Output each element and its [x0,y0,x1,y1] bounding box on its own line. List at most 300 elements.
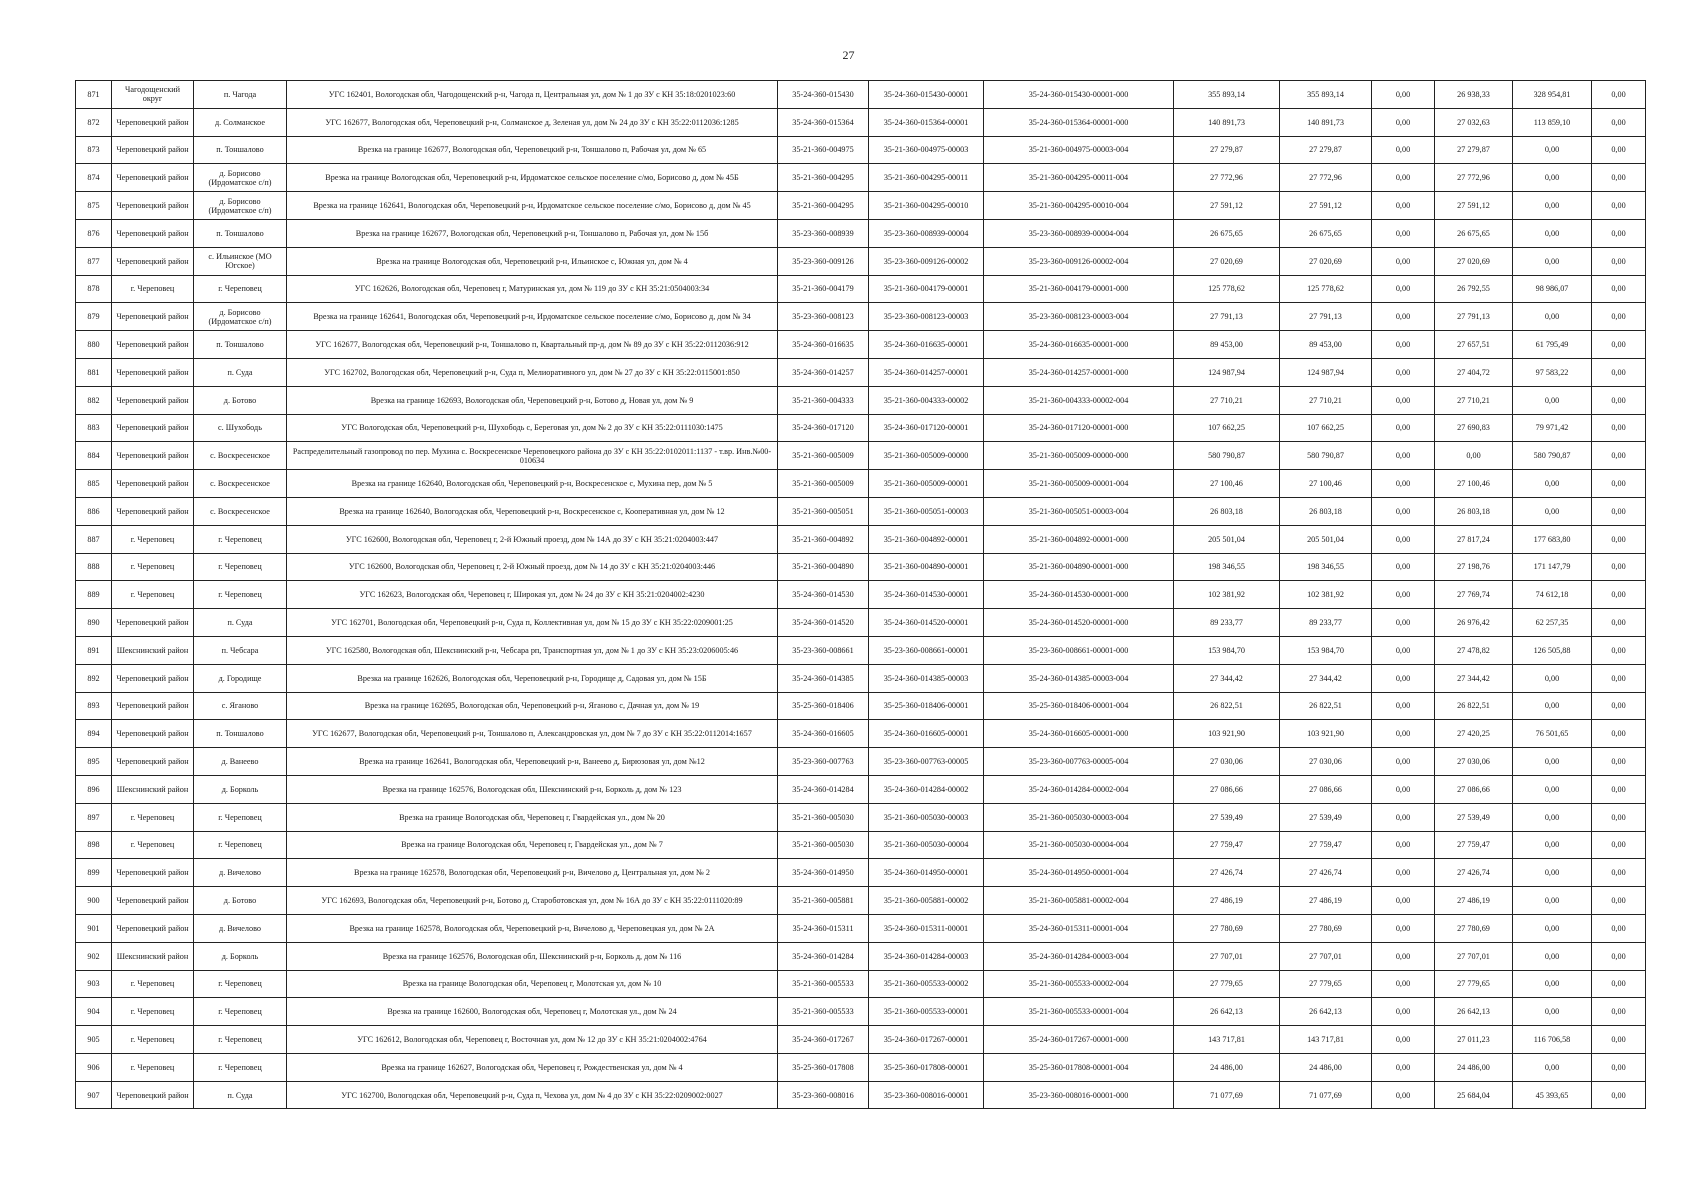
cell-object-description: УГС 162600, Вологодская обл, Череповец г, 2-й Южный проезд, дом № 14 до ЗУ с КН 35:21:0204003:446 [287,553,778,581]
cell-object-description: УГС 162702, Вологодская обл, Череповецкий р-н, Суда п, Мелиоративного ул, дом № 27 до ЗУ с КН 35:22:0115001:850 [287,358,778,386]
cell-municipality: г. Череповец [112,803,194,831]
cell-account-code: 35-24-360-014385 [778,664,869,692]
table-row [76,692,1646,720]
table-row [76,358,1646,386]
cell-value-extra: 0,00 [1592,108,1646,136]
cell-settlement: п. Чебсара [194,636,287,664]
cell-value-extra: 0,00 [1592,914,1646,942]
cell-row-number: 882 [76,386,112,414]
cell-value-rest: 74 612,18 [1513,581,1592,609]
cell-object-description: УГС 162612, Вологодская обл, Череповец г, Восточная ул, дом № 12 до ЗУ с КН 35:21:0204002:4764 [287,1026,778,1054]
cell-value-total: 89 233,77 [1174,609,1280,637]
cell-settlement: п. Суда [194,1081,287,1109]
cell-account-code: 35-23-360-007763 [778,748,869,776]
cell-account-code: 35-21-360-005009 [778,442,869,470]
cell-municipality: г. Череповец [112,581,194,609]
table-row [76,831,1646,859]
cell-value-zero: 0,00 [1372,331,1435,359]
cell-object-description: Врезка на границе 162695, Вологодская обл, Череповецкий р-н, Яганово с, Дачная ул, дом № 19 [287,692,778,720]
cell-value-part: 26 803,18 [1435,497,1513,525]
cell-value-zero: 0,00 [1372,887,1435,915]
cell-asset-code: 35-21-360-004295-00010-004 [984,192,1174,220]
cell-value-rest: 0,00 [1513,386,1592,414]
cell-settlement: с. Воскресенское [194,470,287,498]
cell-object-code: 35-21-360-004295-00010 [869,192,984,220]
cell-settlement: г. Череповец [194,581,287,609]
cell-value-amount: 27 086,66 [1280,775,1372,803]
cell-row-number: 896 [76,775,112,803]
cell-value-part: 26 792,55 [1435,275,1513,303]
cell-value-total: 27 591,12 [1174,192,1280,220]
cell-row-number: 876 [76,219,112,247]
cell-row-number: 898 [76,831,112,859]
table-row [76,525,1646,553]
cell-value-zero: 0,00 [1372,1081,1435,1109]
cell-value-extra: 0,00 [1592,887,1646,915]
cell-value-zero: 0,00 [1372,609,1435,637]
cell-municipality: Череповецкий район [112,692,194,720]
cell-asset-code: 35-23-360-008016-00001-000 [984,1081,1174,1109]
cell-object-description: Врезка на границе 162677, Вологодская обл, Череповецкий р-н, Тоншалово п, Рабочая ул, дом № 15б [287,219,778,247]
cell-row-number: 887 [76,525,112,553]
cell-object-code: 35-21-360-005030-00004 [869,831,984,859]
cell-value-extra: 0,00 [1592,775,1646,803]
cell-account-code: 35-21-360-005030 [778,831,869,859]
cell-settlement: г. Череповец [194,1053,287,1081]
cell-value-total: 27 759,47 [1174,831,1280,859]
cell-value-total: 27 020,69 [1174,247,1280,275]
cell-value-total: 27 279,87 [1174,136,1280,164]
cell-municipality: Чагодощенский округ [112,81,194,109]
cell-account-code: 35-24-360-016635 [778,331,869,359]
cell-value-amount: 24 486,00 [1280,1053,1372,1081]
cell-value-rest: 0,00 [1513,942,1592,970]
cell-value-rest: 0,00 [1513,497,1592,525]
cell-value-extra: 0,00 [1592,136,1646,164]
cell-value-extra: 0,00 [1592,859,1646,887]
cell-value-zero: 0,00 [1372,470,1435,498]
cell-value-amount: 71 077,69 [1280,1081,1372,1109]
cell-object-code: 35-23-360-008123-00003 [869,303,984,331]
cell-account-code: 35-24-360-015430 [778,81,869,109]
cell-asset-code: 35-24-360-015311-00001-004 [984,914,1174,942]
cell-value-zero: 0,00 [1372,164,1435,192]
cell-row-number: 888 [76,553,112,581]
cell-object-description: УГС 162626, Вологодская обл, Череповец г, Матуринская ул, дом № 119 до ЗУ с КН 35:21:0504003:34 [287,275,778,303]
cell-value-rest: 177 683,80 [1513,525,1592,553]
cell-settlement: д. Ботово [194,887,287,915]
cell-municipality: Череповецкий район [112,470,194,498]
cell-asset-code: 35-21-360-004179-00001-000 [984,275,1174,303]
cell-value-extra: 0,00 [1592,664,1646,692]
cell-value-part: 27 478,82 [1435,636,1513,664]
cell-value-amount: 27 279,87 [1280,136,1372,164]
cell-municipality: Череповецкий район [112,108,194,136]
cell-asset-code: 35-21-360-005533-00002-004 [984,970,1174,998]
table-row [76,887,1646,915]
cell-value-part: 27 011,23 [1435,1026,1513,1054]
cell-row-number: 871 [76,81,112,109]
cell-row-number: 905 [76,1026,112,1054]
cell-municipality: Череповецкий район [112,664,194,692]
cell-row-number: 902 [76,942,112,970]
cell-object-code: 35-24-360-015430-00001 [869,81,984,109]
cell-value-amount: 27 344,42 [1280,664,1372,692]
cell-settlement: д. Солманское [194,108,287,136]
cell-settlement: д. Борисово (Ирдоматское с/п) [194,192,287,220]
cell-value-zero: 0,00 [1372,775,1435,803]
cell-value-extra: 0,00 [1592,192,1646,220]
cell-value-rest: 0,00 [1513,219,1592,247]
cell-value-amount: 355 893,14 [1280,81,1372,109]
cell-value-extra: 0,00 [1592,81,1646,109]
cell-object-code: 35-24-360-017120-00001 [869,414,984,442]
table-row [76,470,1646,498]
cell-value-amount: 102 381,92 [1280,581,1372,609]
cell-account-code: 35-24-360-014284 [778,775,869,803]
cell-value-extra: 0,00 [1592,692,1646,720]
cell-row-number: 889 [76,581,112,609]
cell-value-zero: 0,00 [1372,859,1435,887]
cell-value-amount: 27 486,19 [1280,887,1372,915]
cell-value-total: 26 822,51 [1174,692,1280,720]
cell-value-rest: 0,00 [1513,247,1592,275]
cell-account-code: 35-23-360-008939 [778,219,869,247]
cell-object-description: Врезка на границе 162576, Вологодская обл, Шекснинский р-н, Борколь д, дом № 116 [287,942,778,970]
cell-municipality: г. Череповец [112,275,194,303]
cell-value-amount: 26 822,51 [1280,692,1372,720]
cell-value-extra: 0,00 [1592,525,1646,553]
table-row [76,553,1646,581]
cell-value-part: 27 791,13 [1435,303,1513,331]
cell-value-rest: 61 795,49 [1513,331,1592,359]
cell-value-amount: 153 984,70 [1280,636,1372,664]
cell-asset-code: 35-21-360-004892-00001-000 [984,525,1174,553]
cell-value-extra: 0,00 [1592,609,1646,637]
cell-value-part: 25 684,04 [1435,1081,1513,1109]
cell-object-code: 35-24-360-014257-00001 [869,358,984,386]
cell-municipality: Череповецкий район [112,386,194,414]
cell-value-extra: 0,00 [1592,720,1646,748]
cell-value-total: 143 717,81 [1174,1026,1280,1054]
table-row [76,497,1646,525]
cell-settlement: д. Борколь [194,942,287,970]
cell-value-rest: 0,00 [1513,914,1592,942]
cell-object-code: 35-23-360-008016-00001 [869,1081,984,1109]
cell-asset-code: 35-24-360-015430-00001-000 [984,81,1174,109]
cell-value-zero: 0,00 [1372,803,1435,831]
cell-value-rest: 0,00 [1513,192,1592,220]
cell-value-rest: 98 986,07 [1513,275,1592,303]
cell-settlement: п. Суда [194,358,287,386]
cell-value-amount: 27 707,01 [1280,942,1372,970]
cell-object-code: 35-24-360-015364-00001 [869,108,984,136]
cell-value-amount: 27 772,96 [1280,164,1372,192]
cell-row-number: 899 [76,859,112,887]
cell-object-description: УГС 162677, Вологодская обл, Череповецкий р-н, Тоншалово п, Александровская ул, дом № 7 до ЗУ с КН 35:22:0112014:1657 [287,720,778,748]
cell-row-number: 886 [76,497,112,525]
cell-value-total: 198 346,55 [1174,553,1280,581]
cell-value-amount: 27 020,69 [1280,247,1372,275]
registry-table [75,80,1646,1109]
cell-value-rest: 0,00 [1513,831,1592,859]
cell-value-rest: 0,00 [1513,859,1592,887]
cell-municipality: г. Череповец [112,1026,194,1054]
cell-value-zero: 0,00 [1372,581,1435,609]
cell-value-rest: 76 501,65 [1513,720,1592,748]
cell-value-total: 125 778,62 [1174,275,1280,303]
cell-object-code: 35-21-360-004179-00001 [869,275,984,303]
cell-account-code: 35-21-360-005533 [778,970,869,998]
cell-account-code: 35-21-360-005533 [778,998,869,1026]
cell-object-description: УГС 162623, Вологодская обл, Череповец г, Широкая ул, дом № 24 до ЗУ с КН 35:21:0204002:4230 [287,581,778,609]
cell-object-description: Врезка на границе 162641, Вологодская обл, Череповецкий р-н, Ирдоматское сельское поселение с/мо, Борисово д, дом № 45 [287,192,778,220]
cell-value-rest: 0,00 [1513,803,1592,831]
cell-asset-code: 35-24-360-014257-00001-000 [984,358,1174,386]
table-row [76,970,1646,998]
cell-object-description: Врезка на границе 162641, Вологодская обл, Череповецкий р-н, Ирдоматское сельское поселение с/мо, Борисово д, дом № 34 [287,303,778,331]
cell-value-extra: 0,00 [1592,219,1646,247]
cell-row-number: 892 [76,664,112,692]
cell-value-amount: 89 233,77 [1280,609,1372,637]
table-row [76,275,1646,303]
cell-object-code: 35-21-360-005533-00001 [869,998,984,1026]
cell-asset-code: 35-23-360-007763-00005-004 [984,748,1174,776]
cell-account-code: 35-24-360-014257 [778,358,869,386]
cell-value-amount: 143 717,81 [1280,1026,1372,1054]
cell-value-zero: 0,00 [1372,81,1435,109]
cell-object-description: Врезка на границе Вологодская обл, Череповец г, Гвардейская ул., дом № 7 [287,831,778,859]
cell-object-description: УГС 162677, Вологодская обл, Череповецкий р-н, Тоншалово п, Квартальный пр-д, дом № 89 до ЗУ с КН 35:22:0112036:912 [287,331,778,359]
table-row [76,942,1646,970]
cell-object-code: 35-23-360-008939-00004 [869,219,984,247]
cell-value-extra: 0,00 [1592,748,1646,776]
cell-value-extra: 0,00 [1592,331,1646,359]
cell-municipality: Череповецкий район [112,748,194,776]
cell-value-zero: 0,00 [1372,998,1435,1026]
cell-value-zero: 0,00 [1372,636,1435,664]
cell-municipality: г. Череповец [112,970,194,998]
cell-settlement: г. Череповец [194,553,287,581]
cell-value-rest: 0,00 [1513,470,1592,498]
cell-value-extra: 0,00 [1592,1081,1646,1109]
cell-value-zero: 0,00 [1372,553,1435,581]
table-row [76,609,1646,637]
cell-account-code: 35-21-360-005051 [778,497,869,525]
cell-value-zero: 0,00 [1372,664,1435,692]
cell-settlement: г. Череповец [194,1026,287,1054]
cell-value-extra: 0,00 [1592,1026,1646,1054]
cell-value-part: 27 779,65 [1435,970,1513,998]
cell-account-code: 35-21-360-004179 [778,275,869,303]
cell-object-description: УГС 162401, Вологодская обл, Чагодощенский р-н, Чагода п, Центральная ул, дом № 1 до ЗУ с КН 35:18:0201023:60 [287,81,778,109]
cell-value-amount: 26 675,65 [1280,219,1372,247]
cell-value-part: 26 822,51 [1435,692,1513,720]
cell-value-amount: 125 778,62 [1280,275,1372,303]
cell-account-code: 35-25-360-017808 [778,1053,869,1081]
cell-value-extra: 0,00 [1592,414,1646,442]
cell-account-code: 35-21-360-005881 [778,887,869,915]
cell-value-part: 27 032,63 [1435,108,1513,136]
cell-row-number: 884 [76,442,112,470]
cell-asset-code: 35-25-360-018406-00001-004 [984,692,1174,720]
cell-value-rest: 171 147,79 [1513,553,1592,581]
cell-row-number: 885 [76,470,112,498]
cell-object-description: УГС Вологодская обл, Череповецкий р-н, Шухободь с, Береговая ул, дом № 2 до ЗУ с КН 35:22:0111030:1475 [287,414,778,442]
cell-value-amount: 140 891,73 [1280,108,1372,136]
cell-value-part: 27 279,87 [1435,136,1513,164]
cell-value-zero: 0,00 [1372,275,1435,303]
cell-object-description: УГС 162701, Вологодская обл, Череповецкий р-н, Суда п, Коллективная ул, дом № 15 до ЗУ с КН 35:22:0209001:25 [287,609,778,637]
cell-account-code: 35-24-360-017120 [778,414,869,442]
cell-asset-code: 35-24-360-017267-00001-000 [984,1026,1174,1054]
cell-value-part: 27 539,49 [1435,803,1513,831]
cell-row-number: 877 [76,247,112,275]
cell-value-zero: 0,00 [1372,1026,1435,1054]
cell-asset-code: 35-24-360-016635-00001-000 [984,331,1174,359]
cell-asset-code: 35-24-360-014385-00003-004 [984,664,1174,692]
cell-object-description: Врезка на границе 162641, Вологодская обл, Череповецкий р-н, Ванеево д, Бирюзовая ул, дом №12 [287,748,778,776]
cell-object-description: Врезка на границе Вологодская обл, Череповец г, Молотская ул, дом № 10 [287,970,778,998]
cell-account-code: 35-24-360-014530 [778,581,869,609]
cell-settlement: д. Вичелово [194,914,287,942]
cell-settlement: п. Тоншалово [194,219,287,247]
cell-value-rest: 0,00 [1513,136,1592,164]
cell-value-rest: 126 505,88 [1513,636,1592,664]
cell-object-description: Врезка на границе Вологодская обл, Череповецкий р-н, Ирдоматское сельское поселение с/мо, Борисово д, дом № 45Б [287,164,778,192]
cell-account-code: 35-21-360-004890 [778,553,869,581]
cell-value-extra: 0,00 [1592,998,1646,1026]
cell-value-rest: 45 393,65 [1513,1081,1592,1109]
cell-account-code: 35-24-360-016605 [778,720,869,748]
cell-value-zero: 0,00 [1372,414,1435,442]
cell-municipality: г. Череповец [112,831,194,859]
cell-value-part: 0,00 [1435,442,1513,470]
cell-value-zero: 0,00 [1372,692,1435,720]
cell-settlement: г. Череповец [194,831,287,859]
cell-value-part: 27 817,24 [1435,525,1513,553]
cell-value-total: 27 791,13 [1174,303,1280,331]
cell-municipality: Череповецкий район [112,859,194,887]
table-row [76,219,1646,247]
cell-value-amount: 26 642,13 [1280,998,1372,1026]
cell-value-total: 27 086,66 [1174,775,1280,803]
cell-municipality: Череповецкий район [112,247,194,275]
cell-value-rest: 0,00 [1513,998,1592,1026]
cell-value-amount: 107 662,25 [1280,414,1372,442]
cell-account-code: 35-21-360-005009 [778,470,869,498]
cell-municipality: г. Череповец [112,525,194,553]
cell-account-code: 35-21-360-004892 [778,525,869,553]
cell-value-extra: 0,00 [1592,1053,1646,1081]
cell-value-rest: 116 706,58 [1513,1026,1592,1054]
cell-value-part: 27 030,06 [1435,748,1513,776]
table-row [76,748,1646,776]
cell-value-amount: 27 779,65 [1280,970,1372,998]
cell-value-zero: 0,00 [1372,970,1435,998]
cell-value-part: 27 591,12 [1435,192,1513,220]
cell-asset-code: 35-23-360-008123-00003-004 [984,303,1174,331]
cell-account-code: 35-21-360-004975 [778,136,869,164]
cell-value-extra: 0,00 [1592,275,1646,303]
cell-account-code: 35-24-360-015311 [778,914,869,942]
cell-settlement: п. Тоншалово [194,136,287,164]
cell-row-number: 874 [76,164,112,192]
cell-object-description: Врезка на границе 162640, Вологодская обл, Череповецкий р-н, Воскресенское с, Мухина пер, дом № 5 [287,470,778,498]
cell-settlement: г. Череповец [194,803,287,831]
cell-value-part: 27 100,46 [1435,470,1513,498]
cell-municipality: Череповецкий район [112,442,194,470]
cell-value-part: 27 344,42 [1435,664,1513,692]
cell-object-code: 35-21-360-004892-00001 [869,525,984,553]
cell-value-zero: 0,00 [1372,219,1435,247]
cell-value-total: 27 772,96 [1174,164,1280,192]
cell-value-part: 27 690,83 [1435,414,1513,442]
cell-asset-code: 35-24-360-015364-00001-000 [984,108,1174,136]
cell-value-zero: 0,00 [1372,358,1435,386]
cell-value-rest: 113 859,10 [1513,108,1592,136]
cell-account-code: 35-23-360-008016 [778,1081,869,1109]
cell-value-total: 27 344,42 [1174,664,1280,692]
cell-account-code: 35-24-360-014520 [778,609,869,637]
cell-asset-code: 35-24-360-014284-00002-004 [984,775,1174,803]
cell-value-part: 26 642,13 [1435,998,1513,1026]
cell-value-zero: 0,00 [1372,442,1435,470]
cell-object-description: УГС 162677, Вологодская обл, Череповецкий р-н, Солманское д, Зеленая ул, дом № 24 до ЗУ с КН 35:22:0112036:1285 [287,108,778,136]
cell-account-code: 35-25-360-018406 [778,692,869,720]
cell-object-code: 35-21-360-004333-00002 [869,386,984,414]
cell-value-total: 102 381,92 [1174,581,1280,609]
table-row [76,803,1646,831]
cell-row-number: 893 [76,692,112,720]
cell-object-code: 35-24-360-014284-00003 [869,942,984,970]
table-row [76,1081,1646,1109]
cell-asset-code: 35-23-360-008939-00004-004 [984,219,1174,247]
cell-object-description: Врезка на границе 162626, Вологодская обл, Череповецкий р-н, Городище д, Садовая ул, дом № 15Б [287,664,778,692]
cell-settlement: г. Череповец [194,525,287,553]
cell-row-number: 907 [76,1081,112,1109]
cell-account-code: 35-21-360-004295 [778,192,869,220]
cell-object-code: 35-24-360-014520-00001 [869,609,984,637]
cell-row-number: 879 [76,303,112,331]
cell-settlement: г. Череповец [194,970,287,998]
cell-settlement: д. Борисово (Ирдоматское с/п) [194,303,287,331]
cell-value-amount: 580 790,87 [1280,442,1372,470]
cell-value-extra: 0,00 [1592,358,1646,386]
table-row [76,859,1646,887]
cell-object-description: Врезка на границе 162578, Вологодская обл, Череповецкий р-н, Вичелово д, Череповецкая ул, дом № 2А [287,914,778,942]
cell-object-code: 35-23-360-007763-00005 [869,748,984,776]
cell-value-zero: 0,00 [1372,748,1435,776]
cell-municipality: Шекснинский район [112,636,194,664]
cell-settlement: с. Яганово [194,692,287,720]
cell-value-part: 27 759,47 [1435,831,1513,859]
cell-settlement: д. Ботово [194,386,287,414]
cell-account-code: 35-23-360-009126 [778,247,869,275]
cell-object-description: УГС 162600, Вологодская обл, Череповец г, 2-й Южный проезд, дом № 14А до ЗУ с КН 35:21:0204003:447 [287,525,778,553]
cell-municipality: Череповецкий район [112,1081,194,1109]
cell-row-number: 895 [76,748,112,776]
cell-value-extra: 0,00 [1592,831,1646,859]
cell-value-zero: 0,00 [1372,247,1435,275]
cell-object-description: Врезка на границе 162640, Вологодская обл, Череповецкий р-н, Воскресенское с, Кооперативная ул, дом № 12 [287,497,778,525]
cell-value-total: 27 100,46 [1174,470,1280,498]
cell-value-part: 27 086,66 [1435,775,1513,803]
cell-value-rest: 0,00 [1513,970,1592,998]
cell-value-zero: 0,00 [1372,914,1435,942]
cell-value-part: 27 420,25 [1435,720,1513,748]
cell-municipality: г. Череповец [112,998,194,1026]
